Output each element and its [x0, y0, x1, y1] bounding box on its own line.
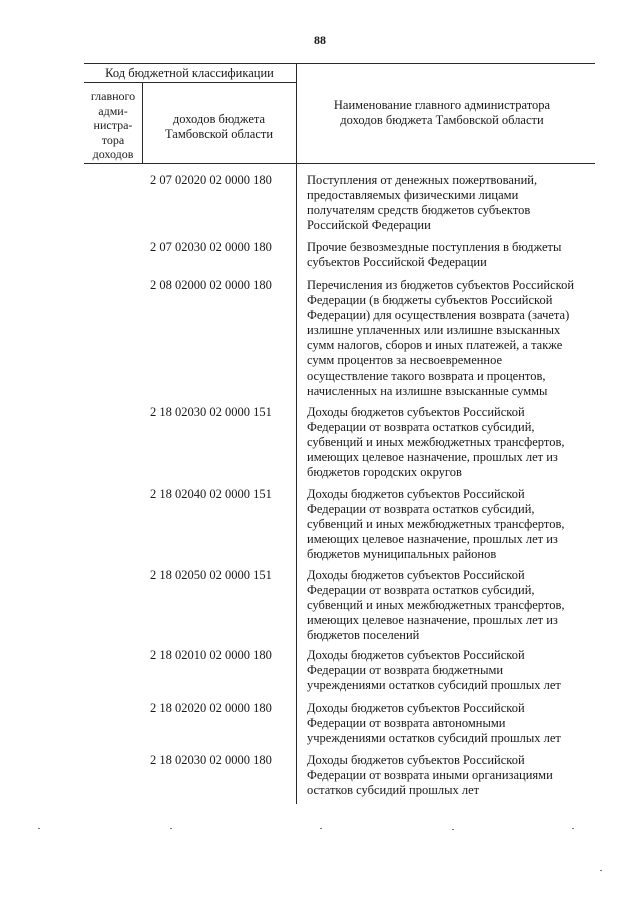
page-number: 88 — [314, 33, 326, 47]
column-divider-name — [296, 63, 297, 804]
table-top-rule — [84, 63, 595, 64]
scan-speck — [572, 828, 574, 829]
classification-divider — [84, 82, 296, 83]
scan-speck — [38, 828, 40, 829]
budget-code: 2 07 02020 02 0000 180 — [150, 173, 272, 187]
income-column-header: доходов бюджета Тамбовской области — [164, 112, 274, 141]
row-description: Перечисления из бюджетов субъектов Российской Федерации (в бюджеты субъектов Российской Федерации) для осуществления возврата (зачета) излишне уплаченных или излишне взысканных сумм налогов, сборов и иных платежей, а также сумм процентов за несвоевременное осуществление такого возврата и процентов, начисленных на излишне взысканные суммы — [307, 278, 575, 398]
row-description: Доходы бюджетов субъектов Российской Федерации от возврата автономными учреждениями остатков субсидий прошлых лет — [307, 701, 561, 746]
scan-speck — [600, 870, 602, 871]
row-description: Прочие безвозмездные поступления в бюджеты субъектов Российской Федерации — [307, 240, 562, 270]
row-description: Поступления от денежных пожертвований, предоставляемых физическими лицами получателям средств бюджетов субъектов Российской Федерации — [307, 173, 538, 233]
row-description: Доходы бюджетов субъектов Российской Федерации от возврата иными организациями остатков субсидий прошлых лет — [307, 753, 553, 798]
row-description: Доходы бюджетов субъектов Российской Федерации от возврата остатков субсидий, субвенций и иных межбюджетных трансфертов, имеющих целевое назначение, прошлых лет из бюджетов городских округов — [307, 405, 565, 480]
budget-code: 2 18 02030 02 0000 180 — [150, 753, 272, 767]
budget-code: 2 18 02040 02 0000 151 — [150, 487, 272, 501]
row-description: Доходы бюджетов субъектов Российской Федерации от возврата остатков субсидий, субвенций и иных межбюджетных трансфертов, имеющих целевое назначение, прошлых лет из бюджетов поселений — [307, 568, 565, 643]
budget-code: 2 08 02000 02 0000 180 — [150, 278, 272, 292]
row-description: Доходы бюджетов субъектов Российской Федерации от возврата остатков субсидий, субвенций и иных межбюджетных трансфертов, имеющих целевое назначение, прошлых лет из бюджетов муниципальных районов — [307, 487, 565, 562]
header-bottom-rule — [84, 163, 595, 164]
budget-code: 2 18 02010 02 0000 180 — [150, 648, 272, 662]
scan-speck — [170, 828, 172, 829]
budget-code: 2 18 02030 02 0000 151 — [150, 405, 272, 419]
admin-column-header: главного адми- нистра- тора доходов — [90, 89, 136, 162]
budget-code: 2 18 02020 02 0000 180 — [150, 701, 272, 715]
scan-speck — [320, 828, 322, 829]
budget-code: 2 07 02030 02 0000 180 — [150, 240, 272, 254]
scan-speck — [452, 829, 454, 830]
row-description: Доходы бюджетов субъектов Российской Федерации от возврата бюджетными учреждениями остатков субсидий прошлых лет — [307, 648, 561, 693]
classification-title: Код бюджетной классификации — [105, 66, 274, 80]
budget-code: 2 18 02050 02 0000 151 — [150, 568, 272, 582]
name-column-header: Наименование главного администратора доходов бюджета Тамбовской области — [333, 98, 551, 127]
